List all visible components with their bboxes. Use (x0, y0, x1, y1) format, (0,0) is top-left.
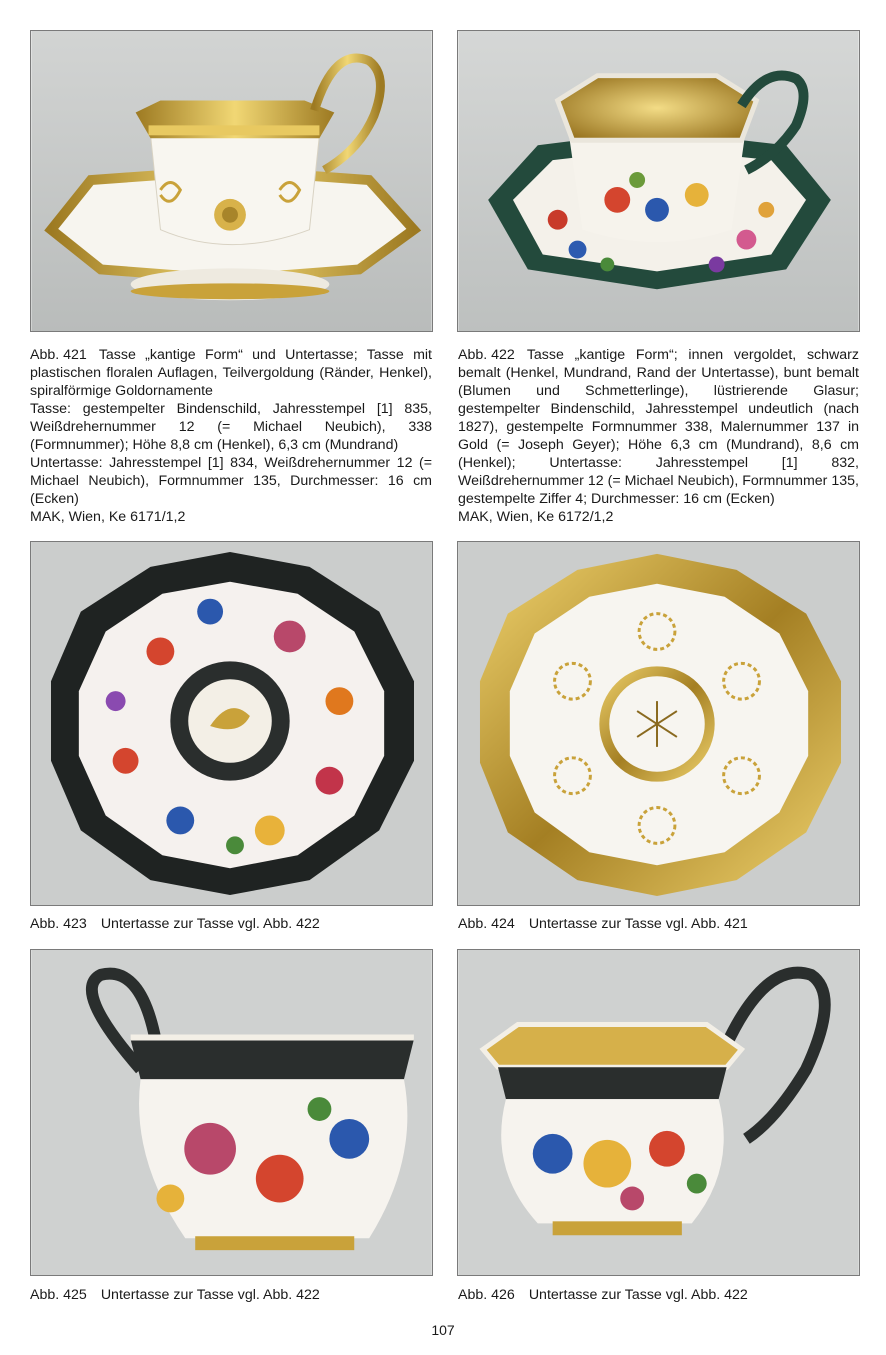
saucer-423-image (31, 542, 432, 905)
photo-abb-425 (30, 949, 433, 1276)
cup-422-image (458, 31, 859, 331)
figure-title-422: Tasse „kantige Form“; innen vergoldet, schwarz bemalt (Henkel, Mundrand, Rand der Untertasse), bunt bemalt (Blumen und Schmetterlinge), lüstrierende Glasur; gestempelter Bindenschild, Jahresstempel undeutlich (nach 1827), gestempelte Formnummer 338, Malernummer 137 in Gold (= Joseph Geyer); Höhe 6,3 cm (Mundrand), 8,6 cm (Henkel); Untertasse: Jahresstempel [1] 832, Weißdrehernummer 12 (= Michael Neubich), Formnummer 135, gestempelte Ziffer 4; Durchmesser: 16 cm (Ecken) (458, 347, 859, 507)
photo-abb-421 (30, 30, 433, 332)
caption-abb-422 (458, 346, 859, 526)
caption-421-line-2: Untertasse: Jahresstempel [1] 834, Weißdrehernummer 12 (= Michael Neubich), Formnummer 135, Durchmesser: 16 cm (Ecken) (30, 455, 432, 507)
caption-422-title-line (458, 346, 859, 508)
saucer-424-image (458, 542, 859, 905)
figure-label-422: Abb. 422 (458, 347, 515, 363)
figure-label-424: Abb. 424 (458, 916, 515, 932)
photo-abb-423 (30, 541, 433, 906)
figure-title-421: Tasse „kantige Form“ und Untertasse; Tasse mit plastischen floralen Auflagen, Teilvergoldung (Ränder, Henkel), spiralförmige Goldornamente (30, 347, 432, 399)
caption-422-line-1: MAK, Wien, Ke 6172/1,2 (458, 509, 614, 525)
figure-label-426: Abb. 426 (458, 1287, 515, 1303)
caption-abb-424 (458, 915, 748, 933)
caption-abb-421 (30, 346, 432, 526)
figure-label-421: Abb. 421 (30, 347, 87, 363)
caption-421-title-line (30, 346, 432, 400)
figure-title-424: Untertasse zur Tasse vgl. Abb. 421 (528, 916, 748, 932)
cup-425-image (31, 950, 432, 1275)
cup-421-image (31, 31, 432, 331)
photo-abb-422 (457, 30, 860, 332)
figure-title-423: Untertasse zur Tasse vgl. Abb. 422 (100, 916, 320, 932)
caption-abb-426 (458, 1286, 748, 1304)
caption-abb-423 (30, 915, 320, 933)
page-number: 107 (431, 1322, 455, 1338)
cup-426-image (458, 950, 859, 1275)
figure-label-423: Abb. 423 (30, 916, 87, 932)
caption-abb-425 (30, 1286, 320, 1304)
photo-abb-424 (457, 541, 860, 906)
figure-title-425: Untertasse zur Tasse vgl. Abb. 422 (100, 1287, 320, 1303)
figure-label-425: Abb. 425 (30, 1287, 87, 1303)
photo-abb-426 (457, 949, 860, 1276)
caption-421-line-3: MAK, Wien, Ke 6171/1,2 (30, 509, 186, 525)
caption-421-line-1: Tasse: gestempelter Bindenschild, Jahresstempel [1] 835, Weißdrehernummer 12 (= Michael Neubich), 338 (Formnummer); Höhe 8,8 cm (Henkel), 6,3 cm (Mundrand) (30, 401, 432, 453)
figure-title-426: Untertasse zur Tasse vgl. Abb. 422 (528, 1287, 748, 1303)
